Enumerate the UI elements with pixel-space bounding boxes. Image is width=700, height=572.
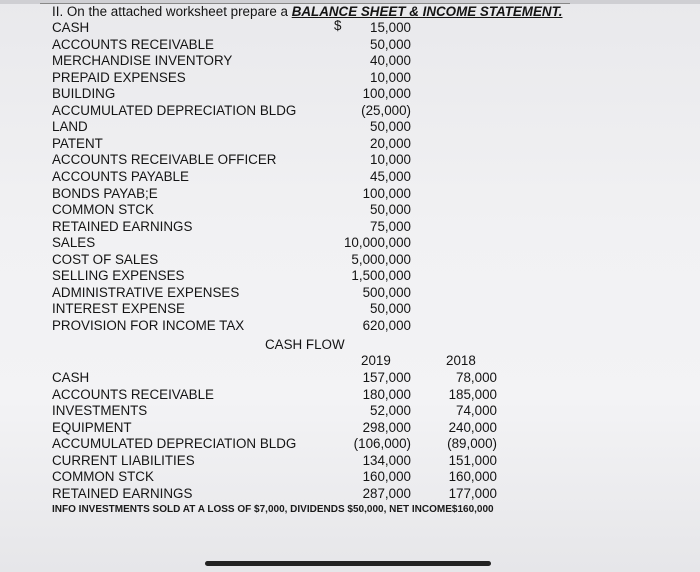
cash-flow-value-2018: 185,000 [448, 386, 497, 402]
account-value: 10,000 [370, 69, 411, 85]
account-label: MERCHANDISE INVENTORY [52, 53, 233, 69]
instruction-emphasis: BALANCE SHEET & INCOME STATEMENT. [291, 4, 563, 19]
account-label: PROVISION FOR INCOME TAX [52, 317, 245, 333]
account-value: 50,000 [370, 202, 411, 218]
cash-flow-value-2018: (89,000) [447, 436, 497, 452]
account-value: 50,000 [370, 301, 411, 317]
account-value: 50,000 [370, 119, 411, 135]
account-value: 45,000 [370, 168, 411, 184]
account-value: 500,000 [362, 284, 411, 300]
cash-flow-label: CURRENT LIABILITIES [52, 452, 195, 468]
cash-flow-label: INVESTMENTS [52, 403, 148, 419]
account-value: 15,000 [370, 20, 411, 35]
cash-flow-value-2019: 160,000 [362, 469, 411, 485]
account-label: PATENT [52, 135, 103, 151]
account-value: 10,000 [370, 152, 411, 168]
horizontal-scrollbar[interactable] [205, 561, 491, 566]
cash-flow-value-2018: 151,000 [448, 452, 497, 468]
cash-flow-value-2019: 180,000 [362, 386, 411, 402]
account-label: BONDS PAYAB;E [52, 185, 158, 201]
account-label: PREPAID EXPENSES [52, 69, 186, 85]
cash-flow-value-2019: 157,000 [362, 370, 411, 385]
account-value: (25,000) [361, 102, 411, 118]
account-label: INTEREST EXPENSE [52, 301, 185, 317]
account-label: ADMINISTRATIVE EXPENSES [52, 284, 240, 300]
account-value: 75,000 [370, 218, 411, 234]
account-value: 620,000 [362, 317, 411, 333]
cash-flow-label: EQUIPMENT [52, 419, 132, 435]
account-value: 10,000,000 [343, 235, 411, 251]
account-label: BUILDING [52, 86, 116, 102]
instruction-title [52, 4, 562, 19]
cash-flow-value-2018: 160,000 [448, 469, 497, 485]
currency-symbol: $ [334, 18, 342, 33]
cash-flow-label: ACCOUNTS RECEIVABLE [52, 386, 214, 402]
account-label: ACCOUNTS RECEIVABLE OFFICER [52, 152, 277, 168]
account-value: 40,000 [370, 53, 411, 69]
cash-flow-value-2019: 52,000 [370, 403, 411, 419]
info-note: INFO INVESTMENTS SOLD AT A LOSS OF $7,000, DIVIDENDS $50,000, NET INCOME$160,000 [52, 504, 494, 515]
account-value: 20,000 [370, 135, 411, 151]
cash-flow-value-2018: 177,000 [448, 485, 497, 501]
cash-flow-label: RETAINED EARNINGS [52, 485, 193, 501]
account-label: SALES [52, 235, 96, 251]
account-label: SELLING EXPENSES [52, 268, 185, 284]
cash-flow-value-2019: (106,000) [353, 436, 411, 452]
account-label: ACCUMULATED DEPRECIATION BLDG [52, 102, 297, 118]
cash-flow-label: CASH [52, 370, 90, 385]
account-value: 100,000 [362, 86, 411, 102]
cash-flow-heading: CASH FLOW [265, 337, 345, 352]
cash-flow-value-2018: 240,000 [448, 419, 497, 435]
cash-flow-value-2019: 298,000 [362, 419, 411, 435]
cash-flow-label: COMMON STCK [52, 469, 154, 485]
account-label: RETAINED EARNINGS [52, 218, 193, 234]
account-value: 50,000 [370, 36, 411, 52]
account-label: LAND [52, 119, 88, 135]
account-value: 5,000,000 [351, 251, 411, 267]
account-value: 100,000 [362, 185, 411, 201]
cash-flow-value-2019: 134,000 [362, 452, 411, 468]
account-label: CASH [52, 20, 90, 35]
cash-flow-value-2018: 78,000 [456, 370, 497, 385]
account-label: COST OF SALES [52, 251, 159, 267]
account-label: ACCOUNTS PAYABLE [52, 168, 189, 184]
year-2019-header: 2019 [361, 353, 391, 368]
account-value: 1,500,000 [351, 268, 411, 284]
year-2018-header: 2018 [446, 353, 476, 368]
account-label: ACCOUNTS RECEIVABLE [52, 36, 214, 52]
cash-flow-value-2019: 287,000 [362, 485, 411, 501]
account-label: COMMON STCK [52, 202, 154, 218]
cash-flow-label: ACCUMULATED DEPRECIATION BLDG [52, 436, 297, 452]
cash-flow-value-2018: 74,000 [456, 403, 497, 419]
instruction-prefix: II. On the attached worksheet prepare a [52, 4, 292, 19]
